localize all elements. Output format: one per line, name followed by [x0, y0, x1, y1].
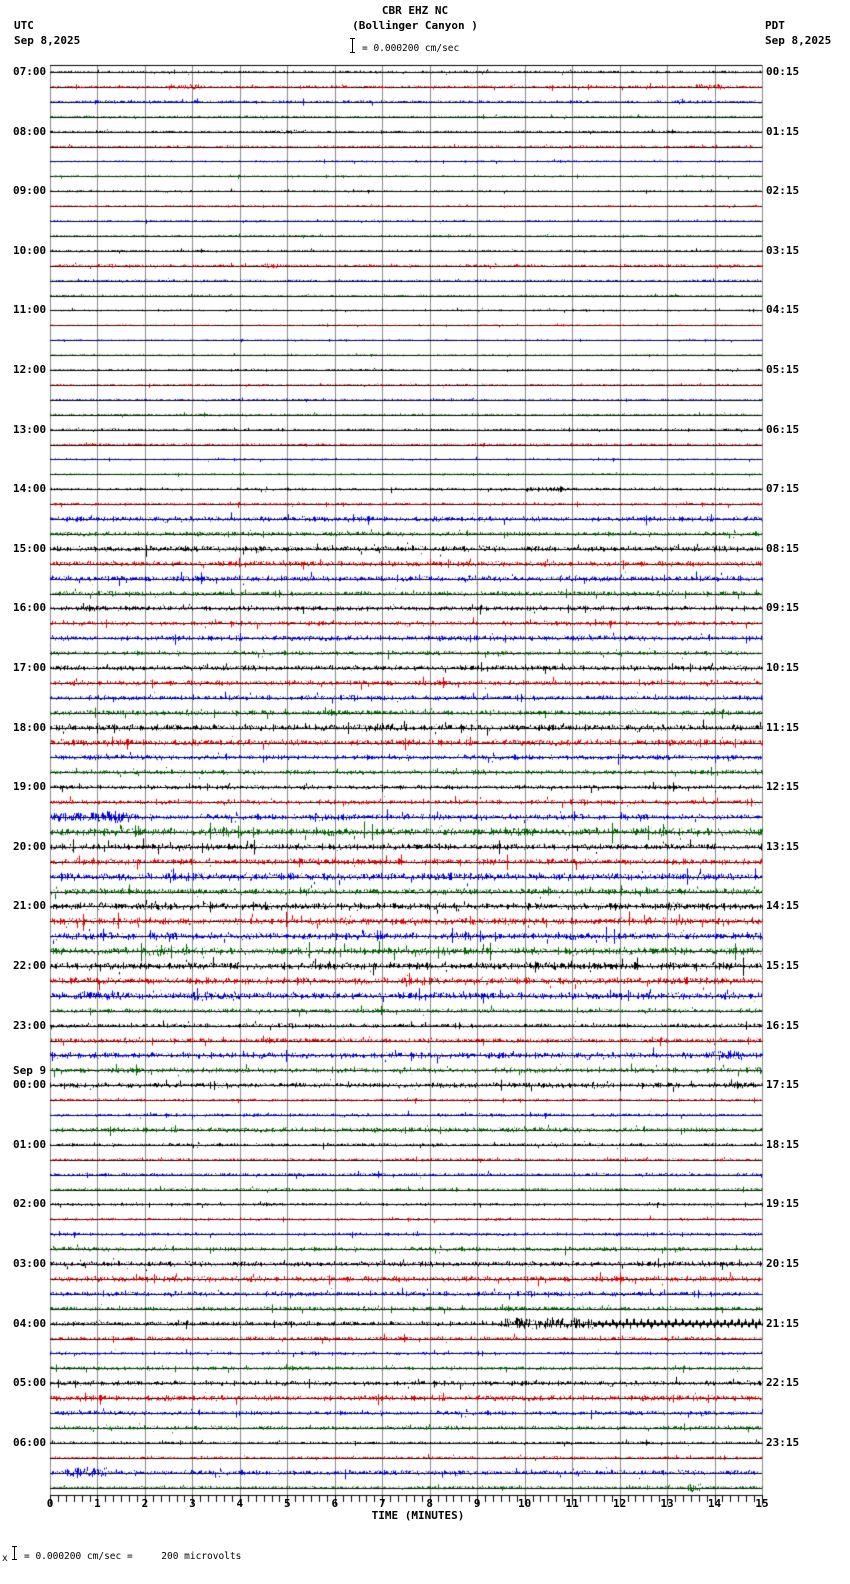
- utc-hour-label: 14:00: [13, 482, 47, 496]
- pdt-hour-label: 06:15: [766, 422, 800, 436]
- utc-hour-label: 00:00: [13, 1078, 47, 1092]
- pdt-hour-label: 00:15: [766, 65, 800, 78]
- x-tick-label: 13: [660, 1497, 674, 1510]
- x-tick-label: 5: [284, 1497, 291, 1510]
- pdt-hour-label: 01:15: [766, 124, 800, 138]
- footer-marker: x: [2, 1553, 8, 1564]
- pdt-hour-label: 04:15: [766, 303, 800, 317]
- pdt-hour-label: 07:15: [766, 482, 800, 496]
- pdt-hour-label: 21:15: [766, 1316, 800, 1330]
- utc-hour-label: 16:00: [13, 601, 47, 615]
- left-timezone: UTC: [14, 19, 34, 32]
- pdt-hour-label: 13:15: [766, 839, 800, 853]
- x-tick-label: 3: [189, 1497, 196, 1510]
- utc-hour-label: 03:00: [13, 1257, 47, 1270]
- utc-hour-label: 19:00: [13, 780, 47, 794]
- utc-hour-label: 21:00: [13, 899, 47, 913]
- pdt-hour-label: 02:15: [766, 184, 800, 198]
- pdt-hour-label: 18:15: [766, 1137, 800, 1151]
- x-tick-label: 6: [331, 1497, 339, 1510]
- utc-hour-label: 02:00: [13, 1197, 47, 1211]
- pdt-hour-label: 19:15: [766, 1197, 800, 1211]
- pdt-hour-label: 09:15: [766, 601, 800, 615]
- station-location: (Bollinger Canyon ): [352, 19, 478, 32]
- x-tick-label: 0: [46, 1497, 54, 1510]
- scale-label: = 0.000200 cm/sec: [362, 43, 460, 54]
- pdt-hour-label: 15:15: [766, 959, 800, 972]
- utc-hour-label: 13:00: [13, 422, 47, 436]
- x-tick-label: 10: [518, 1497, 532, 1510]
- utc-hour-label: 06:00: [13, 1435, 47, 1449]
- pdt-hour-label: 23:15: [766, 1435, 800, 1449]
- x-tick-label: 9: [473, 1497, 481, 1510]
- pdt-hour-label: 12:15: [766, 780, 800, 794]
- footer-scale-label: = 0.000200 cm/sec = 200 microvolts: [24, 1551, 242, 1562]
- x-tick-label: 1: [94, 1497, 101, 1510]
- x-tick-label: 11: [565, 1497, 579, 1510]
- utc-date-label: Sep 9: [13, 1064, 47, 1078]
- pdt-hour-label: 14:15: [766, 899, 800, 913]
- x-tick-label: 8: [426, 1497, 434, 1510]
- utc-hour-label: 11:00: [13, 303, 47, 317]
- pdt-hour-label: 03:15: [766, 243, 800, 257]
- right-date: Sep 8,2025: [765, 34, 832, 47]
- pdt-hour-label: 16:15: [766, 1018, 800, 1032]
- pdt-hour-label: 17:15: [766, 1078, 800, 1092]
- x-axis-label: TIME (MINUTES): [371, 1509, 465, 1522]
- utc-hour-label: 20:00: [13, 839, 47, 853]
- x-tick-label: 4: [236, 1497, 244, 1510]
- right-timezone: PDT: [765, 19, 785, 32]
- utc-hour-label: 09:00: [13, 184, 47, 198]
- utc-hour-label: 17:00: [13, 661, 47, 674]
- utc-hour-label: 07:00: [13, 65, 47, 78]
- x-tick-label: 7: [378, 1497, 386, 1510]
- utc-hour-label: 05:00: [13, 1376, 47, 1390]
- station-title: CBR EHZ NC: [381, 4, 449, 17]
- pdt-hour-label: 11:15: [766, 720, 800, 734]
- utc-hour-label: 01:00: [13, 1137, 47, 1151]
- x-tick-label: 12: [612, 1497, 627, 1510]
- pdt-hour-label: 05:15: [766, 363, 800, 376]
- utc-hour-label: 12:00: [13, 363, 47, 376]
- utc-hour-label: 18:00: [13, 720, 47, 734]
- pdt-hour-label: 10:15: [766, 661, 800, 674]
- pdt-hour-label: 08:15: [766, 541, 800, 555]
- x-tick-label: 14: [707, 1497, 722, 1510]
- footer-scale-bar-icon: [14, 1546, 20, 1560]
- x-tick-label: 2: [141, 1497, 149, 1510]
- pdt-hour-label: 22:15: [766, 1376, 800, 1390]
- x-tick-label: 15: [755, 1497, 769, 1510]
- left-date: Sep 8,2025: [14, 34, 81, 47]
- utc-hour-label: 04:00: [13, 1316, 47, 1330]
- scale-bar-icon: [352, 38, 358, 53]
- utc-hour-label: 15:00: [13, 541, 47, 555]
- pdt-hour-label: 20:15: [766, 1257, 800, 1270]
- utc-hour-label: 08:00: [13, 124, 47, 138]
- utc-hour-label: 22:00: [13, 959, 47, 972]
- utc-hour-label: 10:00: [13, 243, 47, 257]
- utc-hour-label: 23:00: [13, 1018, 47, 1032]
